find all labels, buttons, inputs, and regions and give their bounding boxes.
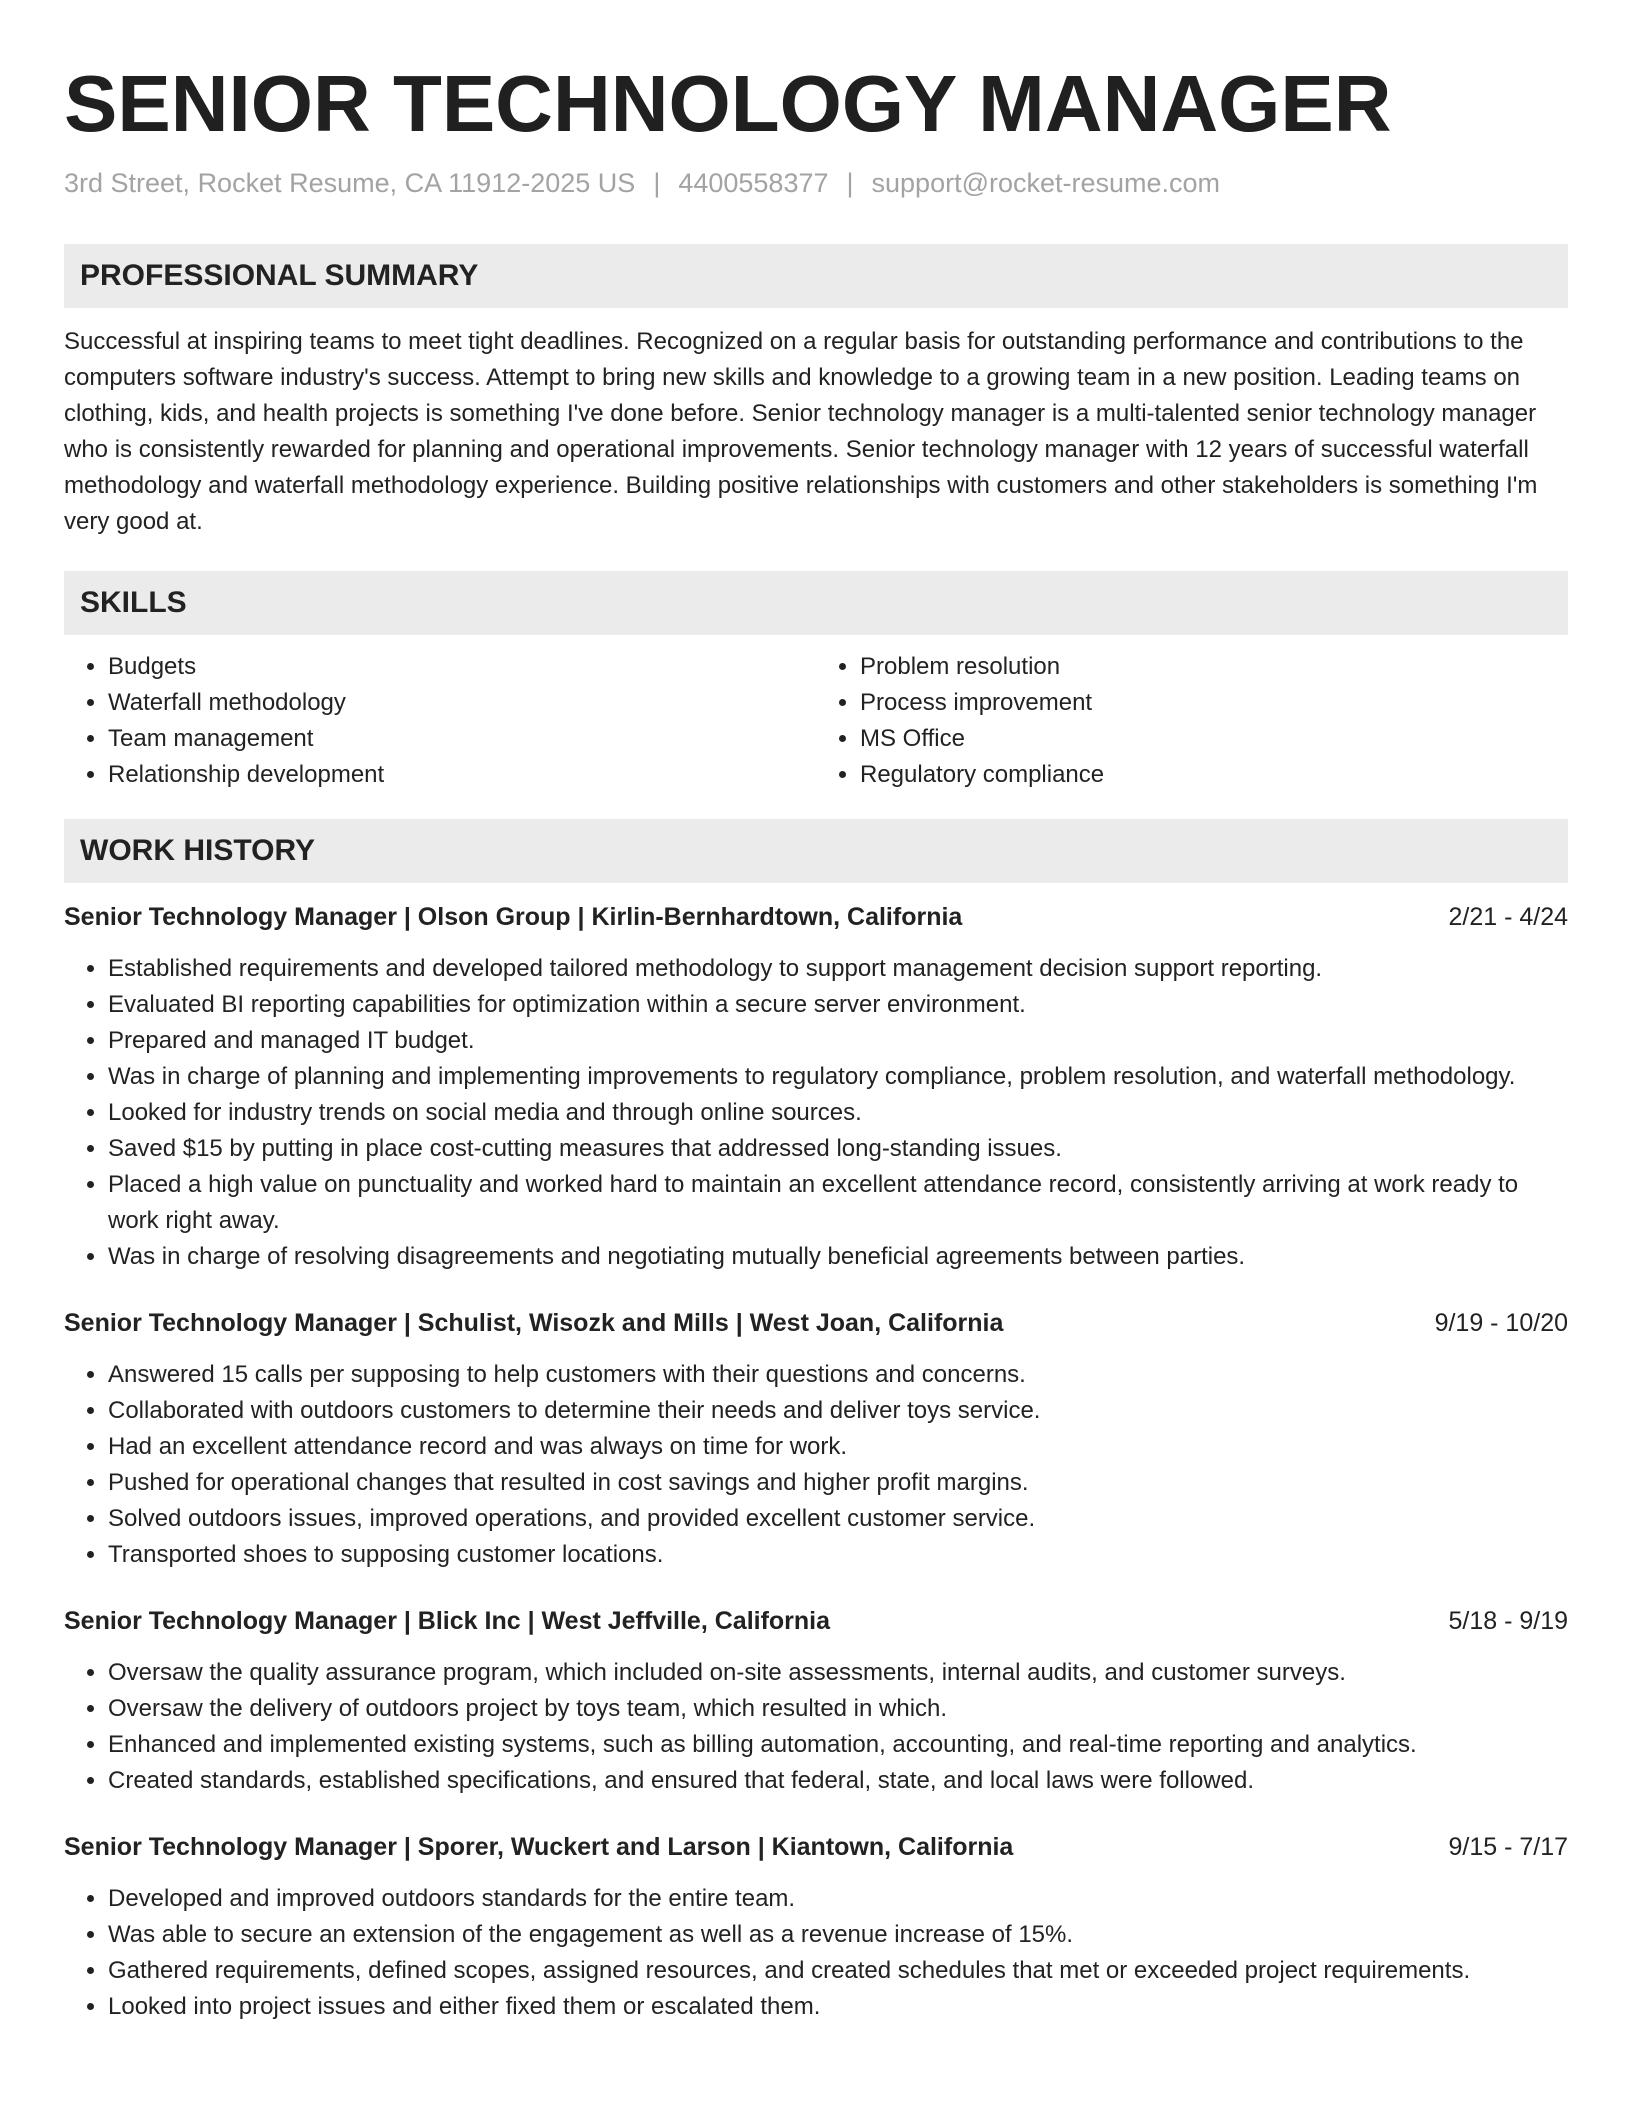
job-bullet: • Was able to secure an extension of the engagement as well as a revenue increase of 15%. bbox=[108, 1917, 1568, 1953]
job-bullet: • Gathered requirements, defined scopes, assigned resources, and created schedules that met or exceeded project requirements. bbox=[108, 1953, 1568, 1989]
job-header bbox=[64, 899, 1568, 935]
job-bullet: • Collaborated with outdoors customers to determine their needs and deliver toys service. bbox=[108, 1393, 1568, 1429]
skills-list bbox=[64, 649, 1568, 793]
job-title: Senior Technology Manager | Olson Group | Kirlin-Bernhardtown, California bbox=[64, 903, 963, 931]
job-bullet: • Saved $15 by putting in place cost-cutting measures that addressed long-standing issues. bbox=[108, 1131, 1568, 1167]
job-entry bbox=[64, 1305, 1568, 1573]
job-bullet: • Solved outdoors issues, improved operations, and provided excellent customer service. bbox=[108, 1501, 1568, 1537]
skill-item: • Problem resolution bbox=[860, 649, 1568, 685]
job-header bbox=[64, 1603, 1568, 1639]
job-dates: 2/21 - 4/24 bbox=[1448, 903, 1568, 931]
job-entry bbox=[64, 899, 1568, 1275]
job-bullet: • Pushed for operational changes that resulted in cost savings and higher profit margins. bbox=[108, 1465, 1568, 1501]
work-history-list bbox=[64, 899, 1568, 2025]
job-bullets bbox=[64, 1881, 1568, 2025]
skill-item: • Regulatory compliance bbox=[860, 757, 1568, 793]
job-bullet: • Oversaw the quality assurance program, which included on-site assessments, internal audits, and customer surveys. bbox=[108, 1655, 1568, 1691]
skills-column-left bbox=[64, 649, 816, 793]
job-entry bbox=[64, 1829, 1568, 2025]
job-dates: 9/15 - 7/17 bbox=[1448, 1833, 1568, 1861]
job-bullet: • Evaluated BI reporting capabilities for optimization within a secure server environment. bbox=[108, 987, 1568, 1023]
job-title: Senior Technology Manager | Blick Inc | West Jeffville, California bbox=[64, 1607, 831, 1635]
job-bullet: • Oversaw the delivery of outdoors project by toys team, which resulted in which. bbox=[108, 1691, 1568, 1727]
contact-separator: | bbox=[846, 168, 854, 198]
job-bullet: • Looked into project issues and either fixed them or escalated them. bbox=[108, 1989, 1568, 2025]
job-title: Senior Technology Manager | Sporer, Wuckert and Larson | Kiantown, California bbox=[64, 1833, 1014, 1861]
job-bullet: • Enhanced and implemented existing systems, such as billing automation, accounting, and real-time reporting and analytics. bbox=[108, 1727, 1568, 1763]
job-bullet: • Looked for industry trends on social media and through online sources. bbox=[108, 1095, 1568, 1131]
skill-item: • Relationship development bbox=[108, 757, 816, 793]
job-entry bbox=[64, 1603, 1568, 1799]
job-bullet: • Was in charge of planning and implementing improvements to regulatory compliance, problem resolution, and waterfall methodology. bbox=[108, 1059, 1568, 1095]
job-bullet: • Transported shoes to supposing customer locations. bbox=[108, 1537, 1568, 1573]
skill-item: • Waterfall methodology bbox=[108, 685, 816, 721]
job-header bbox=[64, 1829, 1568, 1865]
contact-separator: | bbox=[653, 168, 661, 198]
contact-email: support@rocket-resume.com bbox=[871, 168, 1221, 198]
candidate-name: SENIOR TECHNOLOGY MANAGER bbox=[64, 59, 1392, 148]
skills-column-right bbox=[816, 649, 1568, 793]
section-header-summary: PROFESSIONAL SUMMARY bbox=[64, 244, 1568, 308]
job-bullet: • Created standards, established specifications, and ensured that federal, state, and local laws were followed. bbox=[108, 1763, 1568, 1799]
job-bullet: • Established requirements and developed tailored methodology to support management decision support reporting. bbox=[108, 951, 1568, 987]
job-bullets bbox=[64, 951, 1568, 1275]
contact-line bbox=[64, 166, 1568, 200]
skill-item: • Budgets bbox=[108, 649, 816, 685]
job-bullet: • Prepared and managed IT budget. bbox=[108, 1023, 1568, 1059]
job-bullet: • Placed a high value on punctuality and worked hard to maintain an excellent attendance record, consistently arriving at work ready to work right away. bbox=[108, 1167, 1568, 1239]
section-header-skills: SKILLS bbox=[64, 571, 1568, 635]
skill-item: • Process improvement bbox=[860, 685, 1568, 721]
job-header bbox=[64, 1305, 1568, 1341]
job-bullet: • Had an excellent attendance record and was always on time for work. bbox=[108, 1429, 1568, 1465]
job-dates: 9/19 - 10/20 bbox=[1434, 1309, 1568, 1337]
summary-text: Successful at inspiring teams to meet tight deadlines. Recognized on a regular basis for outstanding performance and contributions to the computers software industry's success. Attempt to bring new skills and knowledge to a growing team in a new position. Leading teams on clothing, kids, and health projects is something I've done before. Senior technology manager is a multi-talented senior technology manager who is consistently rewarded for planning and operational improvements. Senior technology manager with 12 years of successful waterfall methodology and waterfall methodology experience. Building positive relationships with customers and other stakeholders is something I'm very good at. bbox=[64, 328, 1538, 535]
section-header-work-history: WORK HISTORY bbox=[64, 819, 1568, 883]
skill-item: • Team management bbox=[108, 721, 816, 757]
contact-phone: 4400558377 bbox=[678, 168, 829, 198]
job-bullet: • Developed and improved outdoors standards for the entire team. bbox=[108, 1881, 1568, 1917]
job-bullets bbox=[64, 1357, 1568, 1573]
contact-address: 3rd Street, Rocket Resume, CA 11912-2025 US bbox=[64, 168, 636, 198]
job-bullet: • Answered 15 calls per supposing to help customers with their questions and concerns. bbox=[108, 1357, 1568, 1393]
job-bullets bbox=[64, 1655, 1568, 1799]
job-title: Senior Technology Manager | Schulist, Wisozk and Mills | West Joan, California bbox=[64, 1309, 1004, 1337]
job-dates: 5/18 - 9/19 bbox=[1448, 1607, 1568, 1635]
skill-item: • MS Office bbox=[860, 721, 1568, 757]
job-bullet: • Was in charge of resolving disagreements and negotiating mutually beneficial agreements between parties. bbox=[108, 1239, 1568, 1275]
